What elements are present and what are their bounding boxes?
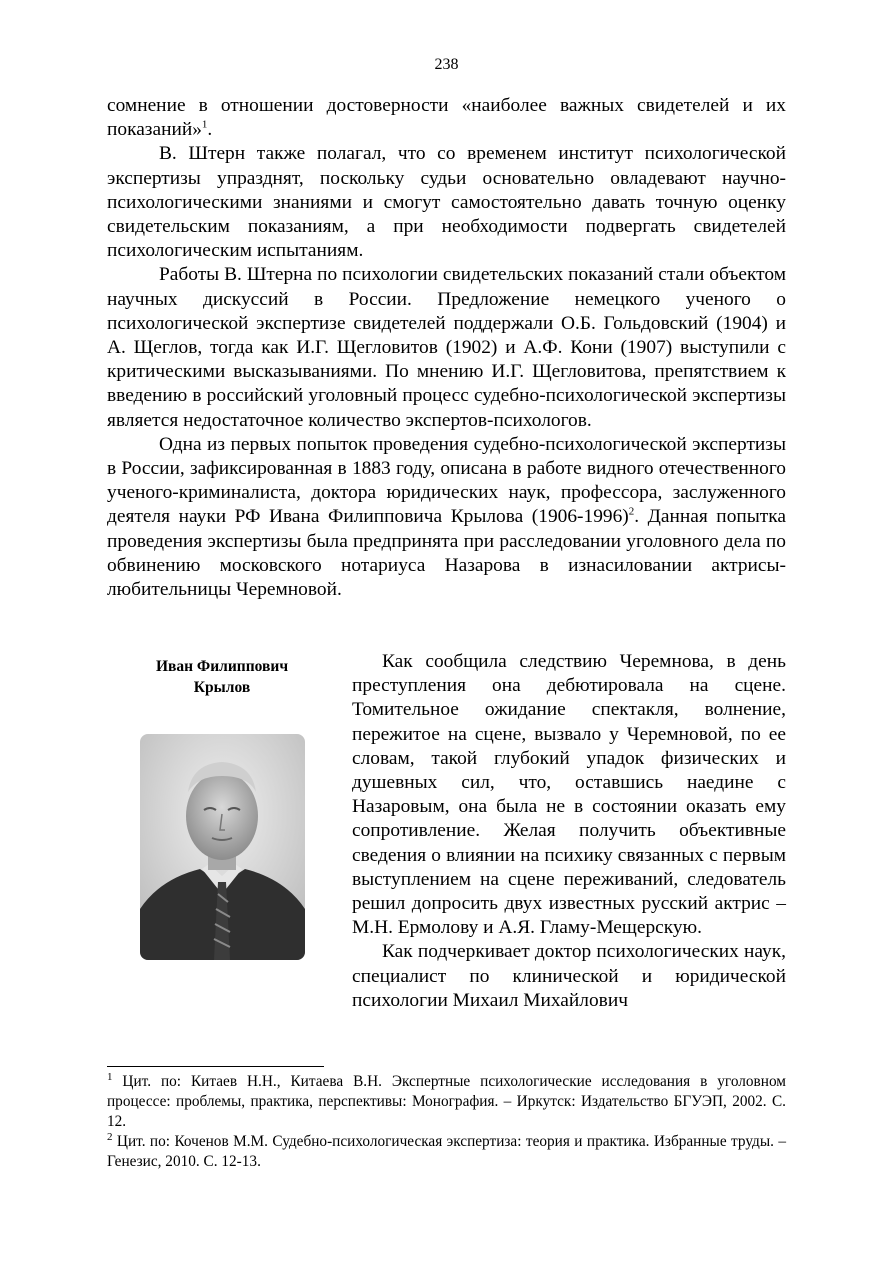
page-number: 238 bbox=[434, 56, 459, 73]
caption-line: Иван Филиппович bbox=[155, 658, 289, 675]
footnote-divider bbox=[107, 1066, 324, 1067]
footnotes bbox=[107, 1072, 786, 1172]
footnote-ref[interactable]: 1 bbox=[201, 118, 208, 131]
footnote-mark: 1 bbox=[107, 1070, 113, 1083]
paragraph-text-tail: . bbox=[207, 119, 213, 141]
main-text bbox=[107, 94, 786, 602]
footnote-ref[interactable]: 2 bbox=[628, 505, 635, 518]
footnote bbox=[107, 1072, 786, 1132]
footnote-text: Цит. по: Китаев Н.Н., Китаева В.Н. Экспертные психологические исследования в уголовном процессе: проблемы, практика, перспективы: Монография. – Иркутск: Издательство БГУЭП, 2002. С. 12. bbox=[107, 1073, 786, 1130]
paragraph-text: Одна из первых попыток проведения судебно-психологической экспертизы в России, зафиксированная в 1883 году, описана в работе видного отечественного ученого-криминалиста, доктора юридических наук, профессора, заслуженного деятеля науки РФ Ивана Филипповича Крылова (1906-1996) bbox=[107, 433, 786, 528]
portrait-figure bbox=[107, 656, 337, 698]
portrait-photo-icon bbox=[140, 734, 305, 960]
paragraph bbox=[107, 94, 786, 142]
paragraph: В. Штерн также полагал, что со временем институт психологической экспертизы упразднят, поскольку судьи основательно овладевают научно-психологическими знаниями и смогут самостоятельно давать точную оценку свидетельским показаниям, а при необходимости подвергать свидетелей психологическим испытаниям. bbox=[107, 143, 786, 262]
caption-line: Крылов bbox=[193, 679, 251, 696]
paragraph-text-tail: . Данная попытка проведения экспертизы была предпринята при расследовании уголовного дела по обвинению московского нотариуса Назарова в изнасиловании актрисы-любительницы Черемновой. bbox=[107, 506, 786, 601]
paragraph bbox=[107, 433, 786, 602]
side-text bbox=[352, 650, 786, 1013]
paragraph: Как сообщила следствию Черемнова, в день преступления она дебютировала на сцене. Томительное ожидание спектакля, волнение, пережитое на сцене, вызвало у Черемновой, по ее словам, такой глубокий упадок физических и душевных сил, что, оставшись наедине с Назаровым, она была не в состоянии оказать ему сопротивление. Желая получить объективные сведения о влиянии на психику связанных с первым выступлением на сцене переживаний, следователь решил допросить двух известных русский актрис – М.Н. Ермолову и А.Я. Гламу-Мещерскую. bbox=[352, 651, 786, 939]
footnote-text: Цит. по: Коченов М.М. Судебно-психологическая экспертиза: теория и практика. Избранные труды. – Генезис, 2010. С. 12-13. bbox=[107, 1133, 786, 1170]
paragraph: Работы В. Штерна по психологии свидетельских показаний стали объектом научных дискуссий в России. Предложение немецкого ученого о психологической экспертизе свидетелей поддержали О.Б. Гольдовский (1904) и А. Щеглов, тогда как И.Г. Щегловитов (1902) и А.Ф. Кони (1907) выступили с критическими высказываниями. По мнению И.Г. Щегловитова, препятствием к введению в российский уголовный процесс судебно-психологической экспертизы является недостаточное количество экспертов-психологов. bbox=[107, 264, 786, 431]
footnote bbox=[107, 1132, 786, 1172]
figure-caption bbox=[107, 656, 337, 698]
paragraph: Как подчеркивает доктор психологических наук, специалист по клинической и юридической психологии Михаил Михайлович bbox=[352, 941, 786, 1011]
paragraph-text: сомнение в отношении достоверности «наиболее важных свидетелей и их показаний» bbox=[107, 95, 786, 141]
footnote-mark: 2 bbox=[107, 1130, 113, 1143]
